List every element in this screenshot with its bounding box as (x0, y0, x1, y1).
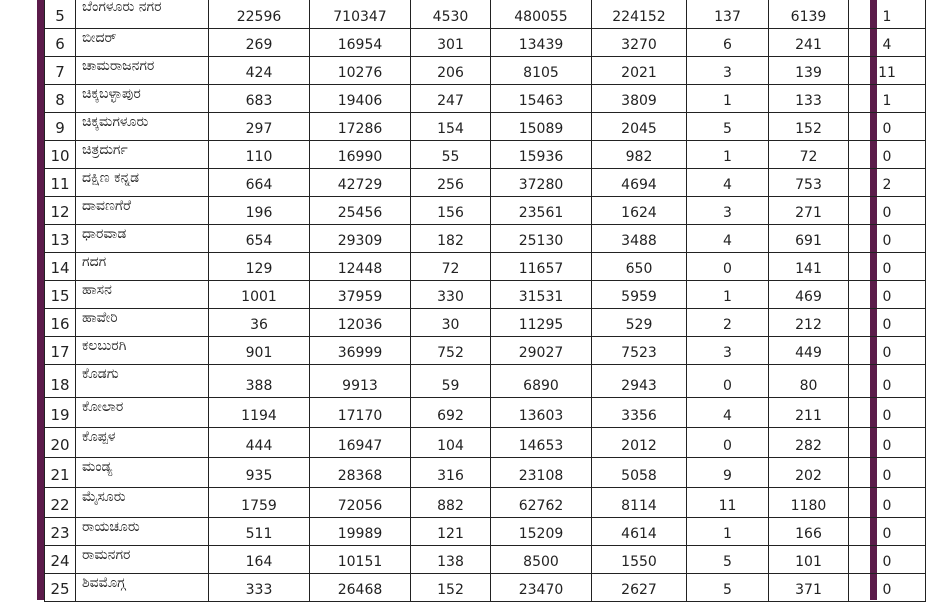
table-row (45, 546, 926, 574)
value-cell: 3809 (592, 85, 687, 113)
district-name-cell: ಮಂಡ್ಯ (76, 458, 209, 488)
value-cell: 449 (769, 337, 849, 365)
value-cell: 25456 (310, 197, 411, 225)
value-cell: 650 (592, 253, 687, 281)
value-cell: 333 (209, 574, 310, 602)
table-row (45, 518, 926, 546)
value-cell: 164 (209, 546, 310, 574)
value-cell: 17286 (310, 113, 411, 141)
value-cell: 9913 (310, 365, 411, 398)
serial-number-cell: 21 (45, 458, 76, 488)
value-cell: 8114 (592, 488, 687, 518)
value-cell: 206 (411, 57, 491, 85)
serial-number-cell: 22 (45, 488, 76, 518)
value-cell: 152 (411, 574, 491, 602)
value-cell: 3 (687, 197, 769, 225)
value-cell: 2 (687, 309, 769, 337)
value-cell: 256 (411, 169, 491, 197)
value-cell: 0 (687, 365, 769, 398)
value-cell: 23561 (491, 197, 592, 225)
table-row (45, 29, 926, 57)
value-cell: 753 (769, 169, 849, 197)
value-cell: 23470 (491, 574, 592, 602)
value-cell: 4 (849, 29, 926, 57)
value-cell: 2943 (592, 365, 687, 398)
serial-number-cell: 10 (45, 141, 76, 169)
value-cell: 17170 (310, 398, 411, 428)
value-cell: 529 (592, 309, 687, 337)
district-name-cell: ಕೊಡಗು (76, 365, 209, 398)
value-cell: 0 (849, 488, 926, 518)
serial-number-cell: 7 (45, 57, 76, 85)
value-cell: 62762 (491, 488, 592, 518)
value-cell: 330 (411, 281, 491, 309)
value-cell: 36999 (310, 337, 411, 365)
value-cell: 110 (209, 141, 310, 169)
value-cell: 9 (687, 458, 769, 488)
value-cell: 72 (769, 141, 849, 169)
value-cell: 691 (769, 225, 849, 253)
value-cell: 0 (849, 365, 926, 398)
table-row (45, 169, 926, 197)
district-name-cell: ಕೊಪ್ಪಳ (76, 428, 209, 458)
value-cell: 0 (849, 428, 926, 458)
district-name-cell: ಚಿಕ್ಕಬಳ್ಳಾಪುರ (76, 85, 209, 113)
value-cell: 282 (769, 428, 849, 458)
value-cell: 13603 (491, 398, 592, 428)
district-name-cell: ಕೋಲಾರ (76, 398, 209, 428)
value-cell: 1 (687, 281, 769, 309)
district-name-cell: ಚಾಮರಾಜನಗರ (76, 57, 209, 85)
value-cell: 297 (209, 113, 310, 141)
value-cell: 692 (411, 398, 491, 428)
value-cell: 511 (209, 518, 310, 546)
district-stats-table (44, 0, 926, 602)
value-cell: 0 (849, 141, 926, 169)
value-cell: 3270 (592, 29, 687, 57)
value-cell: 424 (209, 57, 310, 85)
value-cell: 55 (411, 141, 491, 169)
value-cell: 1194 (209, 398, 310, 428)
value-cell: 1180 (769, 488, 849, 518)
value-cell: 80 (769, 365, 849, 398)
value-cell: 5959 (592, 281, 687, 309)
value-cell: 1 (849, 0, 926, 29)
value-cell: 5058 (592, 458, 687, 488)
value-cell: 444 (209, 428, 310, 458)
value-cell: 1759 (209, 488, 310, 518)
district-name-cell: ಚಿಕ್ಕಮಗಳೂರು (76, 113, 209, 141)
value-cell: 8500 (491, 546, 592, 574)
district-name-cell: ಮೈಸೂರು (76, 488, 209, 518)
value-cell: 28368 (310, 458, 411, 488)
value-cell: 2012 (592, 428, 687, 458)
value-cell: 10276 (310, 57, 411, 85)
value-cell: 42729 (310, 169, 411, 197)
value-cell: 0 (849, 574, 926, 602)
value-cell: 0 (849, 281, 926, 309)
value-cell: 16954 (310, 29, 411, 57)
value-cell: 212 (769, 309, 849, 337)
value-cell: 139 (769, 57, 849, 85)
table-row (45, 574, 926, 602)
value-cell: 371 (769, 574, 849, 602)
value-cell: 480055 (491, 0, 592, 29)
district-name-cell: ಬೀದರ್ (76, 29, 209, 57)
serial-number-cell: 16 (45, 309, 76, 337)
value-cell: 3356 (592, 398, 687, 428)
value-cell: 101 (769, 546, 849, 574)
serial-number-cell: 8 (45, 85, 76, 113)
value-cell: 104 (411, 428, 491, 458)
district-name-cell: ದಕ್ಷಿಣ ಕನ್ನಡ (76, 169, 209, 197)
value-cell: 469 (769, 281, 849, 309)
serial-number-cell: 24 (45, 546, 76, 574)
district-name-cell: ದಾವಣಗೆರೆ (76, 197, 209, 225)
table-row (45, 141, 926, 169)
value-cell: 5 (687, 574, 769, 602)
serial-number-cell: 25 (45, 574, 76, 602)
value-cell: 121 (411, 518, 491, 546)
value-cell: 14653 (491, 428, 592, 458)
serial-number-cell: 18 (45, 365, 76, 398)
district-name-cell: ಶಿವಮೊಗ್ಗ (76, 574, 209, 602)
serial-number-cell: 9 (45, 113, 76, 141)
value-cell: 26468 (310, 574, 411, 602)
district-name-cell: ಚಿತ್ರದುರ್ಗ (76, 141, 209, 169)
value-cell: 0 (849, 398, 926, 428)
value-cell: 23108 (491, 458, 592, 488)
value-cell: 316 (411, 458, 491, 488)
value-cell: 37959 (310, 281, 411, 309)
value-cell: 31531 (491, 281, 592, 309)
value-cell: 30 (411, 309, 491, 337)
serial-number-cell: 6 (45, 29, 76, 57)
district-name-cell: ಧಾರವಾಡ (76, 225, 209, 253)
serial-number-cell: 20 (45, 428, 76, 458)
value-cell: 6890 (491, 365, 592, 398)
value-cell: 882 (411, 488, 491, 518)
value-cell: 710347 (310, 0, 411, 29)
value-cell: 241 (769, 29, 849, 57)
serial-number-cell: 13 (45, 225, 76, 253)
value-cell: 2021 (592, 57, 687, 85)
value-cell: 152 (769, 113, 849, 141)
value-cell: 16947 (310, 428, 411, 458)
page-frame-left (37, 0, 44, 600)
value-cell: 29027 (491, 337, 592, 365)
district-name-cell: ಹಾಸನ (76, 281, 209, 309)
value-cell: 4 (687, 225, 769, 253)
table-row (45, 113, 926, 141)
value-cell: 4530 (411, 0, 491, 29)
district-table-wrapper (44, 0, 896, 600)
value-cell: 141 (769, 253, 849, 281)
value-cell: 37280 (491, 169, 592, 197)
value-cell: 156 (411, 197, 491, 225)
value-cell: 0 (849, 309, 926, 337)
value-cell: 271 (769, 197, 849, 225)
value-cell: 2 (849, 169, 926, 197)
table-row (45, 57, 926, 85)
value-cell: 0 (849, 546, 926, 574)
district-name-cell: ಗದಗ (76, 253, 209, 281)
value-cell: 1 (849, 85, 926, 113)
value-cell: 19989 (310, 518, 411, 546)
table-row (45, 225, 926, 253)
value-cell: 269 (209, 29, 310, 57)
value-cell: 211 (769, 398, 849, 428)
table-row (45, 0, 926, 29)
table-row (45, 398, 926, 428)
serial-number-cell: 11 (45, 169, 76, 197)
serial-number-cell: 23 (45, 518, 76, 546)
value-cell: 301 (411, 29, 491, 57)
value-cell: 19406 (310, 85, 411, 113)
table-row (45, 458, 926, 488)
value-cell: 4614 (592, 518, 687, 546)
value-cell: 683 (209, 85, 310, 113)
value-cell: 0 (849, 253, 926, 281)
value-cell: 11 (687, 488, 769, 518)
district-name-cell: ಹಾವೇರಿ (76, 309, 209, 337)
value-cell: 224152 (592, 0, 687, 29)
value-cell: 5 (687, 546, 769, 574)
value-cell: 15209 (491, 518, 592, 546)
value-cell: 5 (687, 113, 769, 141)
value-cell: 154 (411, 113, 491, 141)
value-cell: 2045 (592, 113, 687, 141)
serial-number-cell: 17 (45, 337, 76, 365)
value-cell: 12448 (310, 253, 411, 281)
value-cell: 133 (769, 85, 849, 113)
table-row (45, 365, 926, 398)
value-cell: 11295 (491, 309, 592, 337)
value-cell: 196 (209, 197, 310, 225)
value-cell: 3 (687, 337, 769, 365)
value-cell: 11 (849, 57, 926, 85)
table-row (45, 488, 926, 518)
value-cell: 15936 (491, 141, 592, 169)
value-cell: 25130 (491, 225, 592, 253)
value-cell: 0 (849, 458, 926, 488)
serial-number-cell: 15 (45, 281, 76, 309)
table-row (45, 85, 926, 113)
value-cell: 0 (687, 253, 769, 281)
value-cell: 1624 (592, 197, 687, 225)
value-cell: 166 (769, 518, 849, 546)
district-name-cell: ಬೆಂಗಳೂರು ನಗರ (76, 0, 209, 29)
value-cell: 11657 (491, 253, 592, 281)
value-cell: 10151 (310, 546, 411, 574)
value-cell: 752 (411, 337, 491, 365)
value-cell: 664 (209, 169, 310, 197)
value-cell: 7523 (592, 337, 687, 365)
serial-number-cell: 14 (45, 253, 76, 281)
value-cell: 901 (209, 337, 310, 365)
value-cell: 982 (592, 141, 687, 169)
table-row (45, 337, 926, 365)
serial-number-cell: 12 (45, 197, 76, 225)
value-cell: 388 (209, 365, 310, 398)
value-cell: 12036 (310, 309, 411, 337)
value-cell: 0 (849, 337, 926, 365)
value-cell: 0 (849, 113, 926, 141)
value-cell: 8105 (491, 57, 592, 85)
value-cell: 6 (687, 29, 769, 57)
value-cell: 4 (687, 398, 769, 428)
value-cell: 1001 (209, 281, 310, 309)
value-cell: 182 (411, 225, 491, 253)
value-cell: 0 (849, 197, 926, 225)
value-cell: 138 (411, 546, 491, 574)
district-name-cell: ರಾಯಚೂರು (76, 518, 209, 546)
value-cell: 935 (209, 458, 310, 488)
value-cell: 137 (687, 0, 769, 29)
table-row (45, 428, 926, 458)
table-row (45, 281, 926, 309)
table-row (45, 309, 926, 337)
value-cell: 2627 (592, 574, 687, 602)
table-row (45, 197, 926, 225)
value-cell: 202 (769, 458, 849, 488)
value-cell: 16990 (310, 141, 411, 169)
serial-number-cell: 5 (45, 0, 76, 29)
district-name-cell: ಕಲಬುರಗಿ (76, 337, 209, 365)
value-cell: 1550 (592, 546, 687, 574)
value-cell: 0 (849, 225, 926, 253)
value-cell: 1 (687, 518, 769, 546)
value-cell: 247 (411, 85, 491, 113)
value-cell: 15463 (491, 85, 592, 113)
value-cell: 59 (411, 365, 491, 398)
value-cell: 1 (687, 141, 769, 169)
value-cell: 15089 (491, 113, 592, 141)
value-cell: 29309 (310, 225, 411, 253)
value-cell: 4 (687, 169, 769, 197)
serial-number-cell: 19 (45, 398, 76, 428)
value-cell: 72056 (310, 488, 411, 518)
value-cell: 1 (687, 85, 769, 113)
value-cell: 654 (209, 225, 310, 253)
value-cell: 22596 (209, 0, 310, 29)
value-cell: 36 (209, 309, 310, 337)
value-cell: 0 (687, 428, 769, 458)
value-cell: 3488 (592, 225, 687, 253)
table-row (45, 253, 926, 281)
district-name-cell: ರಾಮನಗರ (76, 546, 209, 574)
value-cell: 0 (849, 518, 926, 546)
value-cell: 3 (687, 57, 769, 85)
value-cell: 6139 (769, 0, 849, 29)
value-cell: 129 (209, 253, 310, 281)
value-cell: 72 (411, 253, 491, 281)
value-cell: 4694 (592, 169, 687, 197)
value-cell: 13439 (491, 29, 592, 57)
